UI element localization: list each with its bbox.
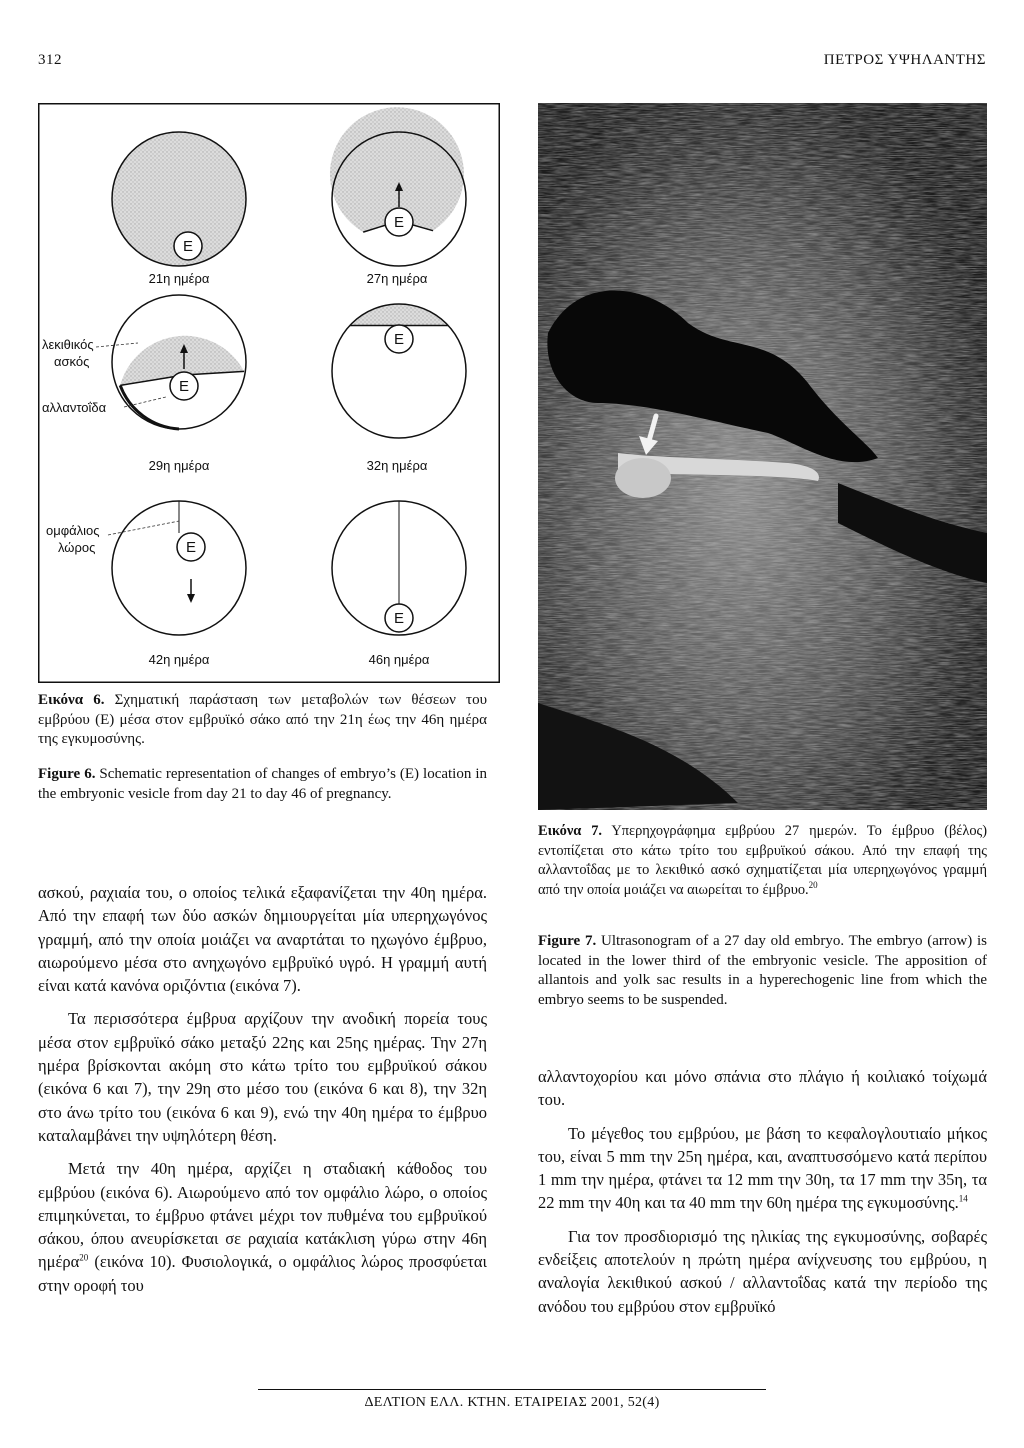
- embryo-shape: [615, 458, 671, 498]
- umbilical-cord-label: λώρος: [58, 540, 96, 555]
- yolk-sac-label: λεκιθικός: [42, 337, 94, 352]
- panel-label: 27η ημέρα: [366, 271, 428, 286]
- figure-6-schematic: [38, 103, 500, 683]
- embryo-label: E: [178, 378, 190, 395]
- paragraph-text: Το μέγεθος του εμβρύου, με βάση το κεφαλογλουτιαίο μήκος του, είναι 5 mm την 25η ημέρα, και, αναπτυσσόμενο κατά περίπου 1 mm την ημέρα, φτάνει τα 12 mm την 30η, τα 17 mm την 35η, τα 22 mm την 40η και τα 40 mm την 60η ημέρα της εγκυμοσύνης.: [538, 1123, 987, 1213]
- caption-label: Εικόνα 7.: [538, 823, 603, 839]
- paragraph: [38, 1157, 487, 1297]
- body-column-right: [538, 1065, 987, 1318]
- panel-label: 46η ημέρα: [368, 652, 430, 667]
- caption-label: Εικόνα 6.: [38, 692, 105, 708]
- footer-rule: [258, 1389, 766, 1390]
- figure-6-caption-greek: [38, 691, 487, 750]
- paragraph: Για τον προσδιορισμό της ηλικίας της εγκυμοσύνης, σοβαρές ενδείξεις αποτελούν η πρώτη ημέρα ανίχνευσης του εμβρύου, η αναλογία λεκιθικού ασκού / αλλαντοΐδας κατά την περίοδο της ανόδου του εμβρύου στον εμβρυϊκό: [538, 1226, 987, 1316]
- umbilical-cord-label: ομφάλιος: [46, 523, 100, 538]
- caption-label: Figure 6.: [38, 766, 96, 782]
- embryo-label: E: [182, 238, 194, 255]
- yolk-sac-label: ασκός: [54, 354, 90, 369]
- running-title: ΠΕΤΡΟΣ ΥΨΗΛΑΝΤΗΣ: [823, 52, 986, 68]
- body-column-left: [38, 881, 487, 1297]
- paragraph: αλλαντοχορίου και μόνο σπάνια στο πλάγιο ή κοιλιακό τοίχωμά του.: [538, 1067, 987, 1110]
- panel-label: 32η ημέρα: [366, 458, 428, 473]
- paragraph: ασκού, ραχιαία του, ο οποίος τελικά εξαφανίζεται την 40η ημέρα. Από την επαφή των δύο ασκών δημιουργείται μία υπερηχωγόνος γραμμή, από την οποία μοιάζει να αναρτάται το ηχωγόνο έμβρυο, αιωρούμενο μέσα στο ανηχωγόνο εμβρυϊκό υγρό. Η γραμμή αυτή είναι κατά κανόνα οριζόντια (εικόνα 7).: [38, 883, 487, 996]
- caption-text: Υπερηχογράφημα εμβρύου 27 ημερών. Το έμβρυο (βέλος) εντοπίζεται στο κάτω τρίτο του εμβρυϊκού σάκου. Από την επαφή της αλλαντοΐδας με το λεκιθικό ασκό σχηματίζεται μία υπερηχωγόνος γραμμή από την οποία μοιάζει να αιωρείται το έμβρυο.: [538, 823, 988, 898]
- embryo-label: E: [185, 539, 197, 556]
- reference-superscript: 20: [79, 1252, 89, 1263]
- figure-6-caption-english: [38, 765, 487, 804]
- figure-7-caption-greek: [538, 822, 987, 900]
- figure-7-caption-english: [538, 932, 987, 1010]
- panel-label: 29η ημέρα: [148, 458, 210, 473]
- caption-text: Ultrasonogram of a 27 day old embryo. The embryo (arrow) is located in the lower third of the embryonic vesicle. The apposition of allantois and yolk sac results in a hyperechogenic line from which the embryo seems to be suspended.: [538, 933, 987, 1008]
- panel-label: 42η ημέρα: [148, 652, 210, 667]
- page-number: 312: [38, 52, 62, 68]
- footer-journal: ΔΕΛΤΙΟΝ ΕΛΛ. ΚΤΗΝ. ΕΤΑΙΡΕΙΑΣ 2001, 52(4): [364, 1395, 660, 1410]
- reference-superscript: 14: [958, 1193, 968, 1204]
- caption-text: Σχηματική παράσταση των μεταβολών των θέσεων του εμβρύου (Ε) μέσα στον εμβρυϊκό σάκο από την 21η έως την 46η ημέρα της εγκυμοσύνης.: [38, 692, 487, 747]
- figure-7-ultrasound-image: [538, 103, 987, 810]
- embryo-label: E: [393, 331, 405, 348]
- allantois-label: αλλαντοΐδα: [42, 400, 107, 415]
- paragraph: [538, 1122, 987, 1215]
- paragraph-text: (εικόνα 10). Φυσιολογικά, ο ομφάλιος λώρος προσφύεται στην οροφή του: [38, 1252, 487, 1295]
- embryo-label: E: [393, 610, 405, 627]
- embryo-label: E: [393, 214, 405, 231]
- panel-label: 21η ημέρα: [148, 271, 210, 286]
- caption-label: Figure 7.: [538, 933, 597, 949]
- reference-superscript: 20: [808, 879, 818, 890]
- paragraph: Τα περισσότερα έμβρυα αρχίζουν την ανοδική πορεία τους μέσα στον εμβρυϊκό σάκο μεταξύ 22ης και 25ης ημέρας. Την 27η ημέρα βρίσκονται ακόμη στο κάτω τρίτο του εμβρυϊκού σάκου (εικόνα 6 και 7), την 29η στο μέσο του (εικόνα 6 και 8), την 32η στο άνω τρίτο του (εικόνα 6 και 9), ενώ την 40η ημέρα το έμβρυο καταλαμβάνει την υψηλότερη θέση.: [38, 1009, 487, 1145]
- caption-text: Schematic representation of changes of embryo’s (E) location in the embryonic vesicle from day 21 to day 46 of pregnancy.: [38, 766, 487, 802]
- paragraph-text: Μετά την 40η ημέρα, αρχίζει η σταδιακή κάθοδος του εμβρύου (εικόνα 6). Αιωρούμενο από τον ομφάλιο λώρο, ο οποίος επιμηκύνεται, το έμβρυο φτάνει μέχρι τον πυθμένα του εμβρυϊκού σάκου, όπου ανευρίσκεται σε ραχιαία κατάκλιση γύρω στην 46η ημέρα: [38, 1159, 487, 1272]
